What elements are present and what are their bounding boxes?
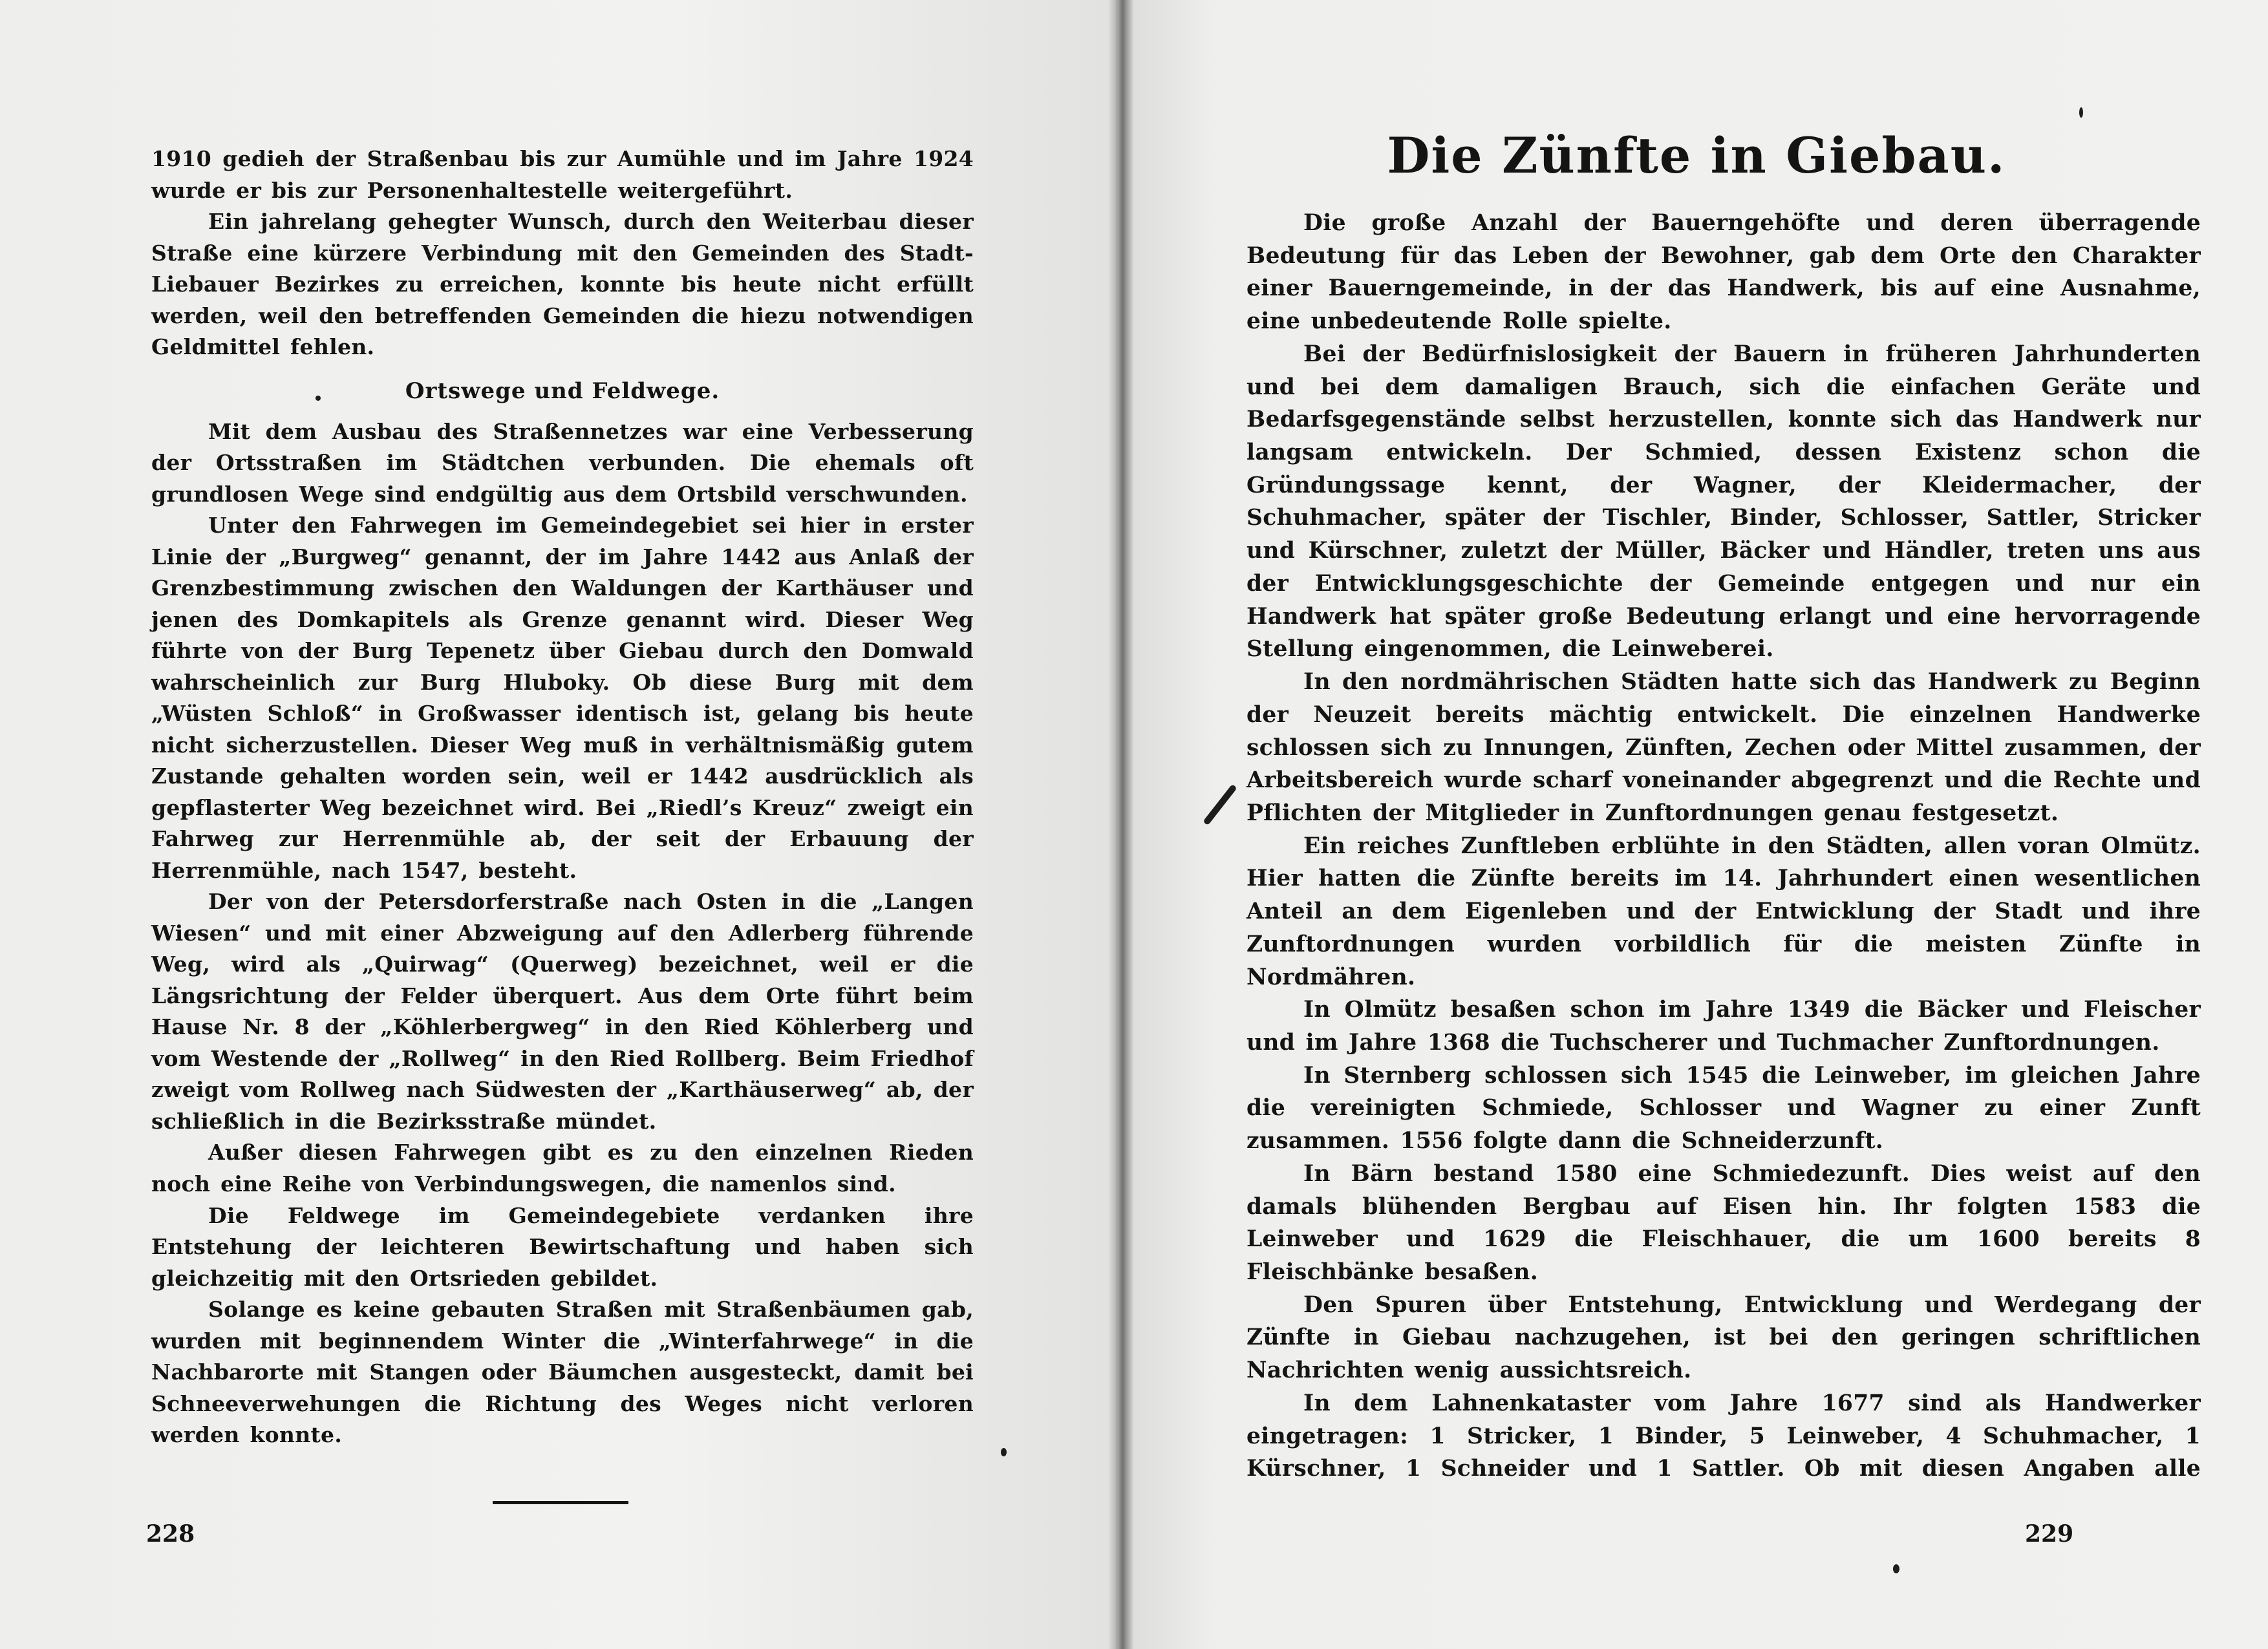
paragraph: Der von der Petersdorferstraße nach Osten in die „Langen Wiesen“ und mit einer Abzweigung auf den Adlerberg führende Weg, wird als „Quirwag“ (Querweg) bezeichnet, weil er die Längsrichtung der Felder überquert. Aus dem Orte führt beim Hause Nr. 8 der „Köhlerbergweg“ in den Ried Köhlerberg und vom Westende der „Rollweg“ in den Ried Rollberg. Beim Friedhof zweigt vom Rollweg nach Südwesten der „Karthäuserweg“ ab, der schließlich in die Bezirksstraße mündet. bbox=[151, 889, 974, 1134]
paragraph: Bei der Bedürfnislosigkeit der Bauern in früheren Jahrhunderten und bei dem damaligen Brauch, sich die einfachen Geräte und Bedarfsgegenstände selbst herzustellen, konnte sich das Handwerk nur langsam entwickeln. Der Schmied, dessen Existenz schon die Gründungssage kennt, der Wagner, der Kleidermacher, der Schuhmacher, später der Tischler, Binder, Schlosser, Sattler, Stricker und Kürschner, zuletzt der Müller, Bäcker und Händler, treten uns aus der Entwicklungsgeschichte der Gemeinde entgegen und nur ein Handwerk hat später große Bedeutung erlangt und eine hervorragende Stellung eingenommen, die Leinweberei. bbox=[1246, 341, 2201, 663]
left-paragraphs-before-heading bbox=[151, 144, 974, 363]
page-number: 229 bbox=[2025, 1520, 2074, 1548]
paragraph: In Olmütz besaßen schon im Jahre 1349 die Bäcker und Fleischer und im Jahre 1368 die Tuchscherer und Tuchmacher Zunftordnungen. bbox=[1246, 997, 2201, 1056]
paragraph: In Sternberg schlossen sich 1545 die Leinweber, im gleichen Jahre die vereinigten Schmiede, Schlosser und Wagner zu einer Zunft zusammen. 1556 folgte dann die Schneiderzunft. bbox=[1246, 1062, 2201, 1154]
ink-speck bbox=[1001, 1448, 1007, 1456]
right-text-column bbox=[1246, 207, 2201, 1485]
paragraph: In den nordmährischen Städten hatte sich das Handwerk zu Beginn der Neuzeit bereits mächtig entwickelt. Die einzelnen Handwerke schlossen sich zu Innungen, Zünften, Zechen oder Mittel zusammen, der Arbeitsbereich wurde scharf voneinander abgegrenzt und die Rechte und Pflichten der Mitglieder in Zunftordnungen genau festgesetzt. bbox=[1246, 669, 2201, 826]
ink-speck bbox=[1893, 1564, 1899, 1573]
paragraph: In dem Lahnenkataster vom Jahre 1677 sind als Handwerker eingetragen: 1 Stricker, 1 Binder, 5 Leinweber, 4 Schuhmacher, 1 Kürschner, 1 Schneider und 1 Sattler. Ob mit diesen Angaben alle bbox=[1246, 1390, 2201, 1482]
left-page bbox=[0, 0, 1116, 1649]
paragraph: Die große Anzahl der Bauerngehöfte und deren überragende Bedeutung für das Leben der Bewohner, gab dem Orte den Charakter einer Bauerngemeinde, in der das Handwerk, bis auf eine Ausnahme, eine unbedeutende Rolle spielte. bbox=[1246, 210, 2201, 335]
book-gutter bbox=[1108, 0, 1134, 1649]
paragraph: Unter den Fahrwegen im Gemeindegebiet sei hier in erster Linie der „Burgweg“ genannt, der im Jahre 1442 aus Anlaß der Grenzbestimmung zwischen den Waldungen der Karthäuser und jenen des Domkapitels als Grenze genannt wird. Dieser Weg führte von der Burg Tepenetz über Giebau durch den Domwald wahrscheinlich zur Burg Hluboky. Ob diese Burg mit dem „Wüsten Schloß“ in Großwasser identisch ist, gelang bis heute nicht sicherzustellen. Dieser Weg muß in verhältnismäßig gutem Zustande gehalten worden sein, weil er 1442 ausdrücklich als gepflasterter Weg bezeichnet wird. Bei „Riedl’s Kreuz“ zweigt ein Fahrweg zur Herrenmühle ab, der seit der Erbauung der Herrenmühle, nach 1547, besteht. bbox=[151, 513, 974, 883]
left-paragraphs-after-heading bbox=[151, 416, 974, 1451]
paragraph: Die Feldwege im Gemeindegebiete verdanken ihre Entstehung der leichteren Bewirtschaftung und haben sich gleichzeitig mit den Ortsrieden gebildet. bbox=[151, 1202, 974, 1291]
paragraph: Ein reiches Zunftleben erblühte in den Städten, allen voran Olmütz. Hier hatten die Zünfte bereits im 14. Jahrhundert einen wesentlichen Anteil an dem Eigenleben und der Entwicklung der Stadt und ihre Zunftordnungen wurden vorbildlich für die meisten Zünfte in Nordmähren. bbox=[1246, 833, 2201, 990]
chapter-title: Die Zünfte in Giebau. bbox=[1387, 127, 2006, 184]
left-text-column bbox=[151, 144, 974, 1451]
paragraph: 1910 gedieh der Straßenbau bis zur Aumühle und im Jahre 1924 wurde er bis zur Personenhaltestelle weitergeführt. bbox=[151, 146, 974, 203]
end-rule bbox=[493, 1501, 628, 1504]
paragraph: In Bärn bestand 1580 eine Schmiedezunft. Dies weist auf den damals blühenden Bergbau auf Eisen hin. Ihr folgten 1583 die Leinweber und 1629 die Fleischhauer, die um 1600 bereits 8 Fleischbänke besaßen. bbox=[1246, 1160, 2201, 1285]
paragraph: Mit dem Ausbau des Straßennetzes war eine Verbesserung der Ortsstraßen im Städtchen verbunden. Die ehemals oft grundlosen Wege sind endgültig aus dem Ortsbild verschwunden. bbox=[151, 418, 974, 507]
ink-speck bbox=[2079, 107, 2083, 118]
paragraph: Ein jahrelang gehegter Wunsch, durch den Weiterbau dieser Straße eine kürzere Verbindung mit den Gemeinden des Stadt-Liebauer Bezirkes zu erreichen, konnte bis heute nicht erfüllt werden, weil den betreffenden Gemeinden die hiezu notwendigen Geldmittel fehlen. bbox=[151, 209, 974, 360]
section-heading: Ortswege und Feldwege. bbox=[405, 378, 720, 404]
paragraph: Solange es keine gebauten Straßen mit Straßenbäumen gab, wurden mit beginnendem Winter die „Winterfahrwege“ in die Nachbarorte mit Stangen oder Bäumchen ausgesteckt, damit bei Schneeverwehungen die Richtung des Weges nicht verloren werden konnte. bbox=[151, 1297, 974, 1448]
right-page bbox=[1125, 0, 2268, 1649]
paragraph: Außer diesen Fahrwegen gibt es zu den einzelnen Rieden noch eine Reihe von Verbindungswegen, die namenlos sind. bbox=[151, 1140, 974, 1197]
page-number: 228 bbox=[146, 1520, 195, 1548]
ink-speck bbox=[316, 396, 321, 401]
paragraph: Den Spuren über Entstehung, Entwicklung und Werdegang der Zünfte in Giebau nachzugehen, ist bei den geringen schriftlichen Nachrichten wenig aussichtsreich. bbox=[1246, 1292, 2201, 1384]
